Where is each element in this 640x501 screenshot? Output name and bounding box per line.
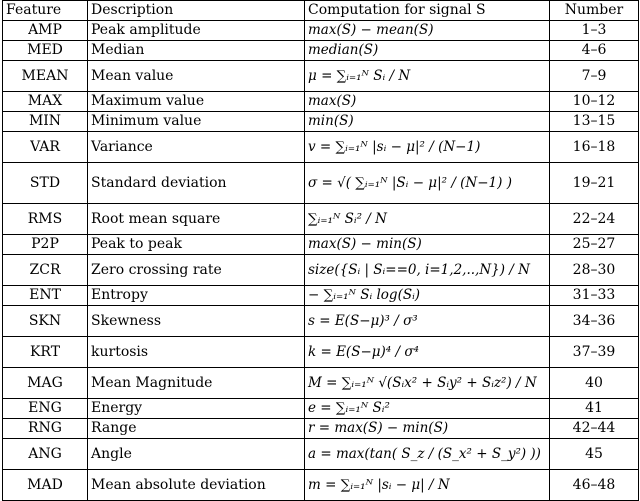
computation-cell: v = ∑ᵢ₌₁ᴺ |sᵢ − μ|² / (N−1) bbox=[305, 132, 550, 163]
header-number: Number bbox=[550, 1, 639, 21]
computation-cell: s = E(S−μ)³ / σ³ bbox=[305, 306, 550, 337]
computation-cell: k = E(S−μ)⁴ / σ⁴ bbox=[305, 337, 550, 368]
table-row bbox=[3, 399, 639, 419]
feature-cell: ZCR bbox=[3, 255, 88, 286]
computation-cell: max(S) − min(S) bbox=[305, 235, 550, 255]
number-cell: 40 bbox=[550, 368, 639, 399]
number-cell: 31–33 bbox=[550, 286, 639, 306]
table-row bbox=[3, 235, 639, 255]
number-cell: 37–39 bbox=[550, 337, 639, 368]
feature-cell: SKN bbox=[3, 306, 88, 337]
computation-cell: min(S) bbox=[305, 112, 550, 132]
table-row bbox=[3, 204, 639, 235]
computation-cell: ∑ᵢ₌₁ᴺ Sᵢ² / N bbox=[305, 204, 550, 235]
description-cell: Standard deviation bbox=[88, 163, 305, 204]
table-row bbox=[3, 255, 639, 286]
feature-cell: RNG bbox=[3, 419, 88, 439]
description-cell: Peak amplitude bbox=[88, 21, 305, 41]
table-body bbox=[3, 21, 639, 501]
header-computation: Computation for signal S bbox=[305, 1, 550, 21]
number-cell: 46–48 bbox=[550, 470, 639, 501]
header-description: Description bbox=[88, 1, 305, 21]
number-cell: 41 bbox=[550, 399, 639, 419]
table-row bbox=[3, 21, 639, 41]
feature-cell: KRT bbox=[3, 337, 88, 368]
table-row bbox=[3, 163, 639, 204]
description-cell: Mean Magnitude bbox=[88, 368, 305, 399]
feature-cell: MAG bbox=[3, 368, 88, 399]
description-cell: Peak to peak bbox=[88, 235, 305, 255]
number-cell: 45 bbox=[550, 439, 639, 470]
feature-cell: ENT bbox=[3, 286, 88, 306]
table-row bbox=[3, 286, 639, 306]
description-cell: Variance bbox=[88, 132, 305, 163]
number-cell: 7–9 bbox=[550, 61, 639, 92]
number-cell: 4–6 bbox=[550, 41, 639, 61]
table-row bbox=[3, 132, 639, 163]
table-row bbox=[3, 112, 639, 132]
description-cell: Energy bbox=[88, 399, 305, 419]
table-row bbox=[3, 368, 639, 399]
feature-cell: RMS bbox=[3, 204, 88, 235]
number-cell: 28–30 bbox=[550, 255, 639, 286]
computation-cell: − ∑ᵢ₌₁ᴺ Sᵢ log(Sᵢ) bbox=[305, 286, 550, 306]
number-cell: 19–21 bbox=[550, 163, 639, 204]
number-cell: 10–12 bbox=[550, 92, 639, 112]
description-cell: Entropy bbox=[88, 286, 305, 306]
number-cell: 1–3 bbox=[550, 21, 639, 41]
feature-cell: MIN bbox=[3, 112, 88, 132]
table-row bbox=[3, 470, 639, 501]
feature-cell: MAX bbox=[3, 92, 88, 112]
computation-cell: e = ∑ᵢ₌₁ᴺ Sᵢ² bbox=[305, 399, 550, 419]
feature-cell: AMP bbox=[3, 21, 88, 41]
header-feature: Feature bbox=[3, 1, 88, 21]
computation-cell: r = max(S) − min(S) bbox=[305, 419, 550, 439]
description-cell: Maximum value bbox=[88, 92, 305, 112]
feature-table bbox=[2, 0, 639, 501]
description-cell: Median bbox=[88, 41, 305, 61]
number-cell: 42–44 bbox=[550, 419, 639, 439]
feature-cell: STD bbox=[3, 163, 88, 204]
table-row bbox=[3, 92, 639, 112]
number-cell: 16–18 bbox=[550, 132, 639, 163]
feature-cell: VAR bbox=[3, 132, 88, 163]
feature-cell: MEAN bbox=[3, 61, 88, 92]
table-row bbox=[3, 337, 639, 368]
computation-cell: max(S) bbox=[305, 92, 550, 112]
header-row bbox=[3, 1, 639, 21]
feature-cell: ANG bbox=[3, 439, 88, 470]
table-row bbox=[3, 439, 639, 470]
table-row bbox=[3, 306, 639, 337]
description-cell: Mean value bbox=[88, 61, 305, 92]
description-cell: Root mean square bbox=[88, 204, 305, 235]
computation-cell: m = ∑ᵢ₌₁ᴺ |sᵢ − μ| / N bbox=[305, 470, 550, 501]
description-cell: Minimum value bbox=[88, 112, 305, 132]
description-cell: Angle bbox=[88, 439, 305, 470]
table-row bbox=[3, 61, 639, 92]
description-cell: kurtosis bbox=[88, 337, 305, 368]
description-cell: Zero crossing rate bbox=[88, 255, 305, 286]
computation-cell: μ = ∑ᵢ₌₁ᴺ Sᵢ / N bbox=[305, 61, 550, 92]
number-cell: 13–15 bbox=[550, 112, 639, 132]
number-cell: 25–27 bbox=[550, 235, 639, 255]
description-cell: Skewness bbox=[88, 306, 305, 337]
feature-table-container bbox=[2, 0, 639, 501]
computation-cell: a = max(tan( S_z / (S_x² + S_y²) )) bbox=[305, 439, 550, 470]
computation-cell: M = ∑ᵢ₌₁ᴺ √(Sᵢx² + Sᵢy² + Sᵢz²) / N bbox=[305, 368, 550, 399]
computation-cell: max(S) − mean(S) bbox=[305, 21, 550, 41]
description-cell: Range bbox=[88, 419, 305, 439]
feature-cell: MED bbox=[3, 41, 88, 61]
feature-cell: MAD bbox=[3, 470, 88, 501]
table-row bbox=[3, 41, 639, 61]
table-row bbox=[3, 419, 639, 439]
feature-cell: P2P bbox=[3, 235, 88, 255]
number-cell: 22–24 bbox=[550, 204, 639, 235]
computation-cell: median(S) bbox=[305, 41, 550, 61]
number-cell: 34–36 bbox=[550, 306, 639, 337]
computation-cell: σ = √( ∑ᵢ₌₁ᴺ |Sᵢ − μ|² / (N−1) ) bbox=[305, 163, 550, 204]
feature-cell: ENG bbox=[3, 399, 88, 419]
computation-cell: size({Sᵢ | Sᵢ==0, i=1,2,..,N}) / N bbox=[305, 255, 550, 286]
description-cell: Mean absolute deviation bbox=[88, 470, 305, 501]
